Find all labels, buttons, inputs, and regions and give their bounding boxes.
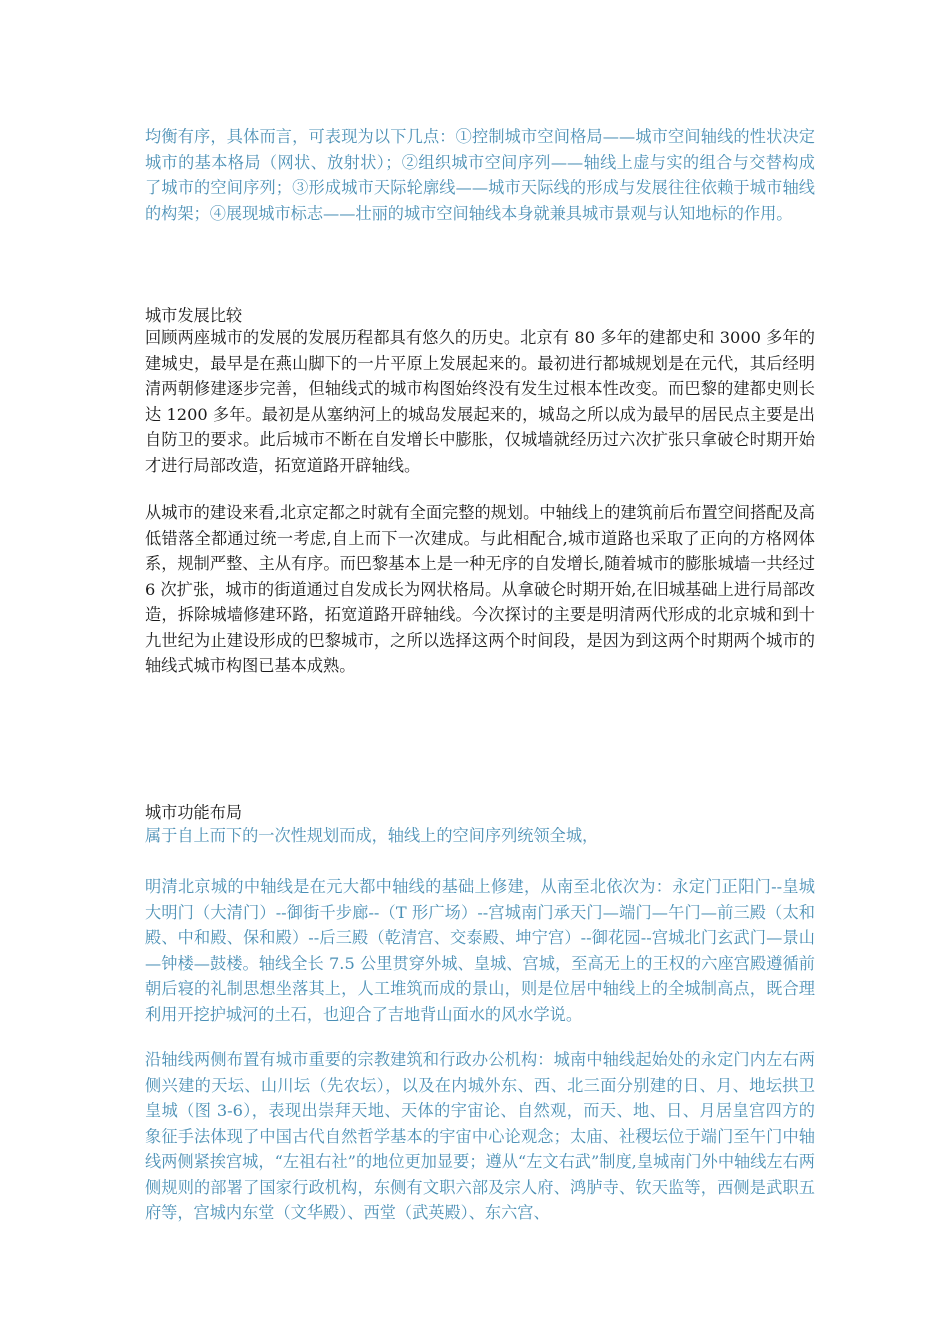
- development-paragraph-2: 从城市的建设来看,北京定都之时就有全面完整的规划。中轴线上的建筑前后布置空间搭配及高低错落全都通过统一考虑,自上而下一次建成。与此相配合,城市道路也采取了正向的方格网体系，规制严整、主从有序。而巴黎基本上是一种无序的自发增长,随着城市的膨胀城墙一共经过 6 次扩张，城市的街道通过自发成长为网状格局。从拿破仑时期开始,在旧城基础上进行局部改造，拆除城墙修建环路，拓宽道路开辟轴线。今次探讨的主要是明清两代形成的北京城和到十九世纪为止建设形成的巴黎城市，之所以选择这两个时间段，是因为到这两个时期两个城市的轴线式城市构图已基本成熟。: [145, 503, 815, 675]
- layout-paragraph-2: 明清北京城的中轴线是在元大都中轴线的基础上修建，从南至北依次为：永定门正阳门--皇城大明门（大清门）--御街千步廊--（T 形广场）--宫城南门承天门—端门—午门—前三殿（太和殿、中和殿、保和殿）--后三殿（乾清宫、交泰殿、坤宁宫）--御花园--宫城北门玄武门—景山—钟楼—鼓楼。轴线全长 7.5 公里贯穿外城、皇城、宫城，至高无上的王权的六座宫殿遵循前朝后寝的礼制思想坐落其上，人工堆筑而成的景山，则是位居中轴线上的全城制高点，既合理利用开挖护城河的土石，也迎合了吉地背山面水的风水学说。: [145, 877, 815, 1024]
- section-heading-development: 城市发展比较: [145, 306, 243, 325]
- layout-paragraph-1: 属于自上而下的一次性规划而成，轴线上的空间序列统领全城，: [145, 826, 599, 845]
- section-heading-layout: 城市功能布局: [145, 803, 243, 822]
- development-paragraph-1: 回顾两座城市的发展的发展历程都具有悠久的历史。北京有 80 多年的建都史和 3000 多年的建城史，最早是在燕山脚下的一片平原上发展起来的。最初进行都城规划是在元代，其后经明清两朝修建逐步完善，但轴线式的城市构图始终没有发生过根本性改变。而巴黎的建都史则长达 1200 多年。最初是从塞纳河上的城岛发展起来的，城岛之所以成为最早的居民点主要是出自防卫的要求。此后城市不断在自发增长中膨胀，仅城墙就经历过六次扩张只拿破仑时期开始才进行局部改造，拓宽道路开辟轴线。: [145, 328, 815, 475]
- intro-paragraph: 均衡有序，具体而言，可表现为以下几点：①控制城市空间格局——城市空间轴线的性状决定城市的基本格局（网状、放射状）；②组织城市空间序列——轴线上虚与实的组合与交替构成了城市的空间序列；③形成城市天际轮廓线——城市天际线的形成与发展往往依赖于城市轴线的构架；④展现城市标志——壮丽的城市空间轴线本身就兼具城市景观与认知地标的作用。: [145, 127, 815, 223]
- layout-paragraph-3: 沿轴线两侧布置有城市重要的宗教建筑和行政办公机构：城南中轴线起始处的永定门内左右两侧兴建的天坛、山川坛（先农坛），以及在内城外东、西、北三面分别建的日、月、地坛拱卫皇城（图 3-6），表现出崇拜天地、天体的宇宙论、自然观，而天、地、日、月居皇宫四方的象征手法体现了中国古代自然哲学基本的宇宙中心论观念；太庙、社稷坛位于端门至午门中轴线两侧紧挨宫城，“左祖右社”的地位更加显要；遵从“左文右武”制度,皇城南门外中轴线左右两侧规则的部署了国家行政机构，东侧有文职六部及宗人府、鸿胪寺、钦天监等，西侧是武职五府等，宫城内东堂（文华殿）、西堂（武英殿）、东六宫、: [145, 1050, 815, 1222]
